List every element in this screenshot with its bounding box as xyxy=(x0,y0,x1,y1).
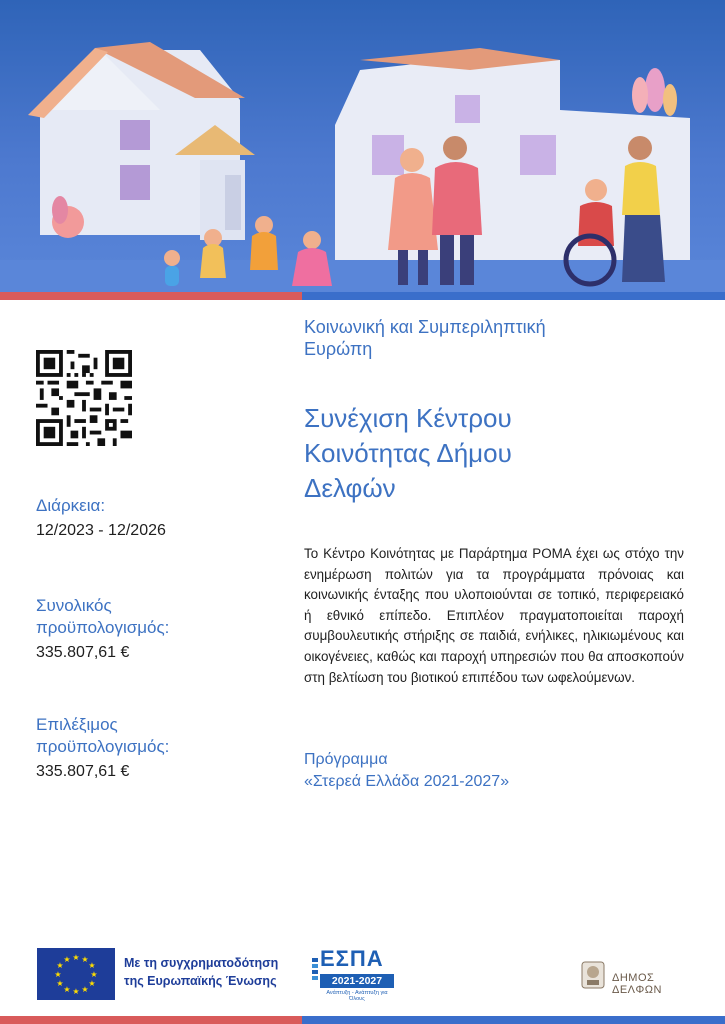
eligible-budget-value: 335.807,61 € xyxy=(36,763,130,780)
title-line-2: Κοινότητας Δήμου xyxy=(304,438,512,468)
eu-cofunding-text xyxy=(124,954,304,990)
svg-text:★: ★ xyxy=(90,970,98,979)
title-line-3: Δελφών xyxy=(304,473,396,503)
category-line-1: Κοινωνική και Συμπεριληπτική xyxy=(304,317,546,337)
eu-text-line-2: της Ευρωπαϊκής Ένωσης xyxy=(124,974,277,988)
stripe-red xyxy=(0,292,302,300)
total-budget-label-1: Συνολικός xyxy=(36,596,112,615)
project-title xyxy=(304,401,694,506)
duration-block xyxy=(36,495,286,542)
houses-and-people-illustration xyxy=(0,0,725,292)
svg-text:★: ★ xyxy=(63,955,71,964)
svg-text:★: ★ xyxy=(81,985,89,994)
stripe-blue xyxy=(302,292,725,300)
total-budget-value: 335.807,61 € xyxy=(36,644,130,661)
espa-subtitle: Ανάπτυξη - Ανάπτυξη για Όλους xyxy=(326,990,388,1002)
eu-flag-icon xyxy=(37,948,115,1000)
qr-code-container xyxy=(36,350,286,451)
duration-label: Διάρκεια: xyxy=(36,496,106,515)
svg-text:★: ★ xyxy=(56,979,64,988)
project-description: Το Κέντρο Κοινότητας με Παράρτημα ΡΟΜΑ έχει ως στόχο την ενημέρωση πολιτών για τα προγράμματα πρόνοιας και κοινωνικής ένταξης που υλοποιούνται σε τοπικό, περιφερειακό ή εθνικό επίπεδο. Επιπλέον πραγματοποιείται παροχή συμβουλευτικής στήριξης σε παιδιά, ενήλικες, ηλικιωμένους και οικογένειες, καθώς και παροχή υπηρεσιών που θα αποσκοπούν στη βελτίωση του βιοτικού επιπέδου των ωφελούμενων. xyxy=(304,546,684,685)
delphi-emblem-icon xyxy=(578,958,608,992)
programme-line-1: Πρόγραμμα xyxy=(304,751,388,768)
category-line-2: Ευρώπη xyxy=(304,339,373,359)
svg-text:★: ★ xyxy=(88,979,96,988)
duration-value: 12/2023 - 12/2026 xyxy=(36,522,166,539)
total-budget-label-2: προϋπολογισμός: xyxy=(36,618,170,637)
eu-text-line-1: Με τη συγχρηματοδότηση xyxy=(124,956,279,970)
espa-logo xyxy=(312,946,394,1002)
svg-text:★: ★ xyxy=(56,961,64,970)
svg-text:★: ★ xyxy=(54,970,62,979)
svg-text:★: ★ xyxy=(72,953,80,962)
eligible-budget-label-1: Επιλέξιμος xyxy=(36,715,118,734)
qr-code-icon xyxy=(36,350,132,446)
svg-text:★: ★ xyxy=(72,987,80,996)
svg-text:★: ★ xyxy=(88,961,96,970)
espa-years: 2021-2027 xyxy=(320,974,394,988)
total-budget-block xyxy=(36,595,286,664)
espa-bars-icon xyxy=(312,958,320,986)
programme-name xyxy=(304,749,694,793)
top-color-stripe xyxy=(0,292,725,300)
stripe-blue-bottom xyxy=(302,1016,725,1024)
hero-illustration xyxy=(0,0,725,292)
title-line-1: Συνέχιση Κέντρου xyxy=(304,403,512,433)
espa-word: ΕΣΠΑ xyxy=(320,946,384,971)
svg-text:★: ★ xyxy=(63,985,71,994)
category-heading xyxy=(304,316,694,360)
municipality-logo xyxy=(578,954,698,994)
eligible-budget-block xyxy=(36,714,286,783)
bottom-color-stripe xyxy=(0,1016,725,1024)
eligible-budget-label-2: προϋπολογισμός: xyxy=(36,737,170,756)
stripe-red-bottom xyxy=(0,1016,302,1024)
programme-line-2: «Στερεά Ελλάδα 2021-2027» xyxy=(304,773,510,790)
municipality-name: ΔΗΜΟΣ ΔΕΛΦΩΝ xyxy=(612,972,662,996)
logos-bar xyxy=(0,940,725,1010)
svg-text:★: ★ xyxy=(81,955,89,964)
